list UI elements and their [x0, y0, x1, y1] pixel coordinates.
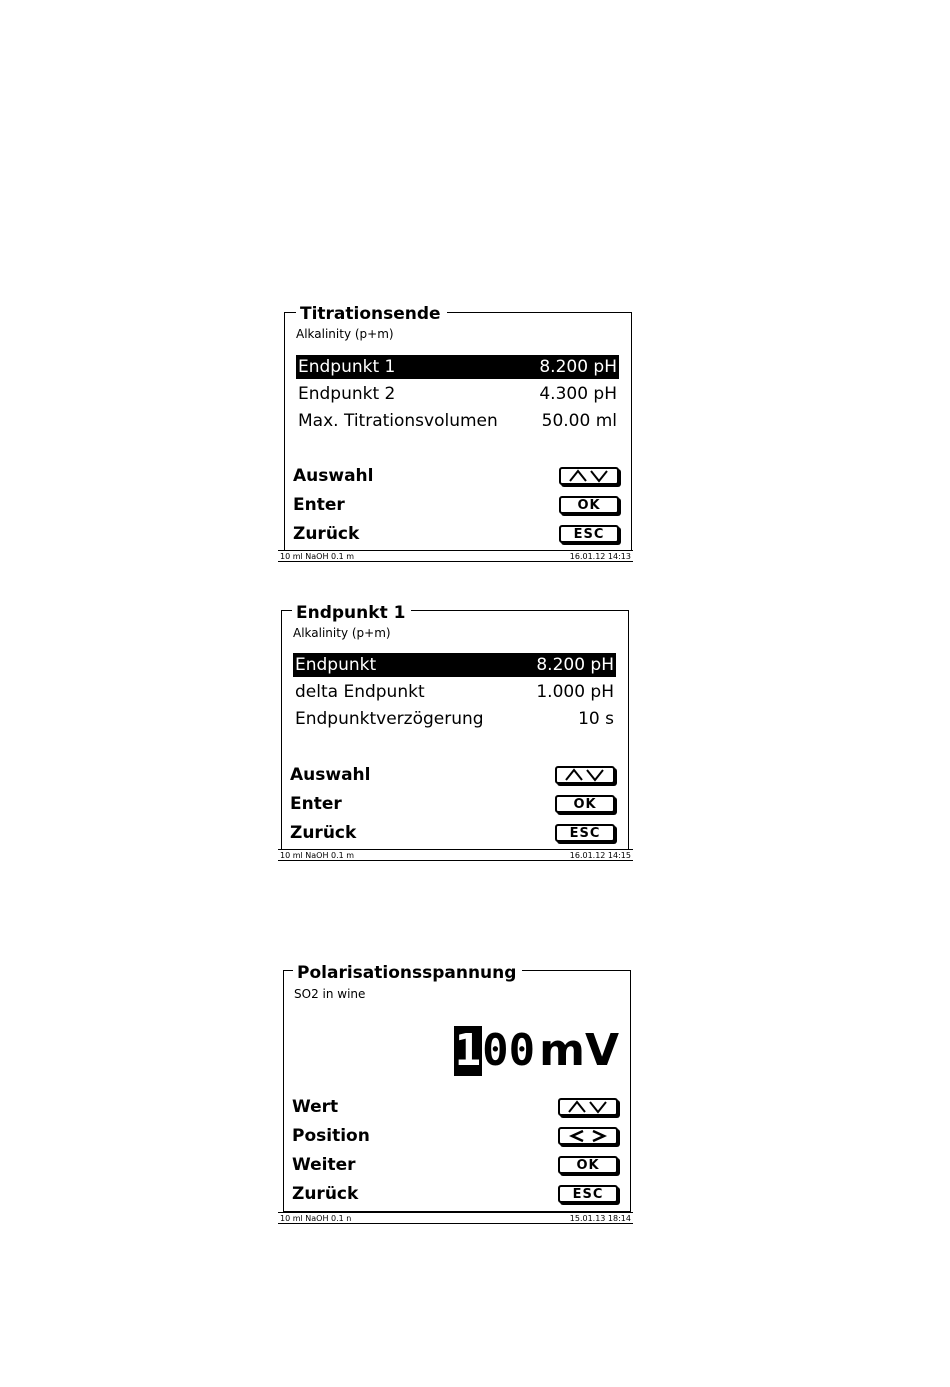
action-select	[290, 763, 617, 787]
screen-endpunkt-1	[278, 603, 633, 866]
left-right-arrows-icon	[566, 1129, 610, 1143]
value-unit: mV	[539, 1025, 619, 1076]
list-item-value: 1.000 pH	[536, 682, 614, 702]
action-label: Auswahl	[290, 765, 371, 785]
action-label: Zurück	[293, 524, 360, 544]
action-label: Weiter	[292, 1155, 356, 1175]
screen-title: Polarisationsspannung	[293, 964, 522, 983]
action-value	[292, 1095, 620, 1119]
list-item[interactable]	[293, 707, 616, 731]
value-digits: 00	[482, 1025, 536, 1076]
action-label: Zurück	[292, 1184, 359, 1204]
list-item-value: 8.200 pH	[536, 655, 614, 675]
ok-key[interactable]: OK	[558, 1156, 618, 1174]
action-label: Zurück	[290, 823, 357, 843]
action-enter	[293, 493, 621, 517]
action-next	[292, 1153, 620, 1177]
up-down-arrows-key[interactable]	[555, 766, 615, 784]
up-down-arrows-icon	[566, 1100, 610, 1114]
list-item-value: 4.300 pH	[539, 384, 617, 404]
list-item[interactable]	[296, 409, 619, 433]
list-item-label: Endpunktverzögerung	[295, 709, 484, 729]
status-bar	[278, 1212, 633, 1224]
esc-key[interactable]: ESC	[558, 1185, 618, 1203]
list-item-label: delta Endpunkt	[295, 682, 425, 702]
action-label: Enter	[293, 495, 345, 515]
up-down-arrows-icon	[567, 469, 611, 483]
ok-key[interactable]: OK	[555, 795, 615, 813]
timestamp: 15.01.13 18:14	[569, 1213, 631, 1223]
up-down-arrows-key[interactable]	[559, 467, 619, 485]
action-back	[290, 821, 617, 845]
left-right-arrows-key[interactable]	[558, 1127, 618, 1145]
list-item-label: Endpunkt 2	[298, 384, 396, 404]
action-label: Auswahl	[293, 466, 374, 486]
screen-subtitle: Alkalinity (p+m)	[296, 327, 394, 341]
action-enter	[290, 792, 617, 816]
reagent-info: 10 ml NaOH 0.1 n	[280, 1213, 352, 1223]
list-item-value: 8.200 pH	[539, 357, 617, 377]
list-item-label: Endpunkt	[295, 655, 377, 675]
list-item-label: Max. Titrationsvolumen	[298, 411, 498, 431]
status-bar	[278, 849, 633, 861]
up-down-arrows-key[interactable]	[558, 1098, 618, 1116]
timestamp: 16.01.12 14:13	[569, 551, 631, 561]
value-editor[interactable]	[454, 1026, 619, 1076]
list-item[interactable]	[296, 355, 619, 379]
screen-title: Endpunkt 1	[292, 604, 411, 623]
cursor-digit[interactable]: 1	[454, 1025, 482, 1076]
screen-titrationsende	[278, 304, 633, 566]
esc-key[interactable]: ESC	[559, 525, 619, 543]
list-item[interactable]	[293, 680, 616, 704]
list-item-label: Endpunkt 1	[298, 357, 396, 377]
esc-key[interactable]: ESC	[555, 824, 615, 842]
list-item[interactable]	[293, 653, 616, 677]
action-label: Position	[292, 1126, 370, 1146]
reagent-info: 10 ml NaOH 0.1 m	[280, 551, 355, 561]
screen-subtitle: SO2 in wine	[294, 987, 366, 1001]
screen-title: Titrationsende	[296, 305, 447, 324]
screen-subtitle: Alkalinity (p+m)	[293, 626, 391, 640]
list-item-value: 10 s	[578, 709, 614, 729]
up-down-arrows-icon	[563, 768, 607, 782]
list-item[interactable]	[296, 382, 619, 406]
ok-key[interactable]: OK	[559, 496, 619, 514]
status-bar	[278, 550, 633, 562]
reagent-info: 10 ml NaOH 0.1 m	[280, 850, 355, 860]
action-label: Wert	[292, 1097, 339, 1117]
action-label: Enter	[290, 794, 342, 814]
timestamp: 16.01.12 14:15	[569, 850, 631, 860]
action-position	[292, 1124, 620, 1148]
list-item-value: 50.00 ml	[541, 411, 617, 431]
action-back	[293, 522, 621, 546]
screen-polarisationsspannung	[278, 963, 633, 1228]
action-select	[293, 464, 621, 488]
action-back	[292, 1182, 620, 1206]
